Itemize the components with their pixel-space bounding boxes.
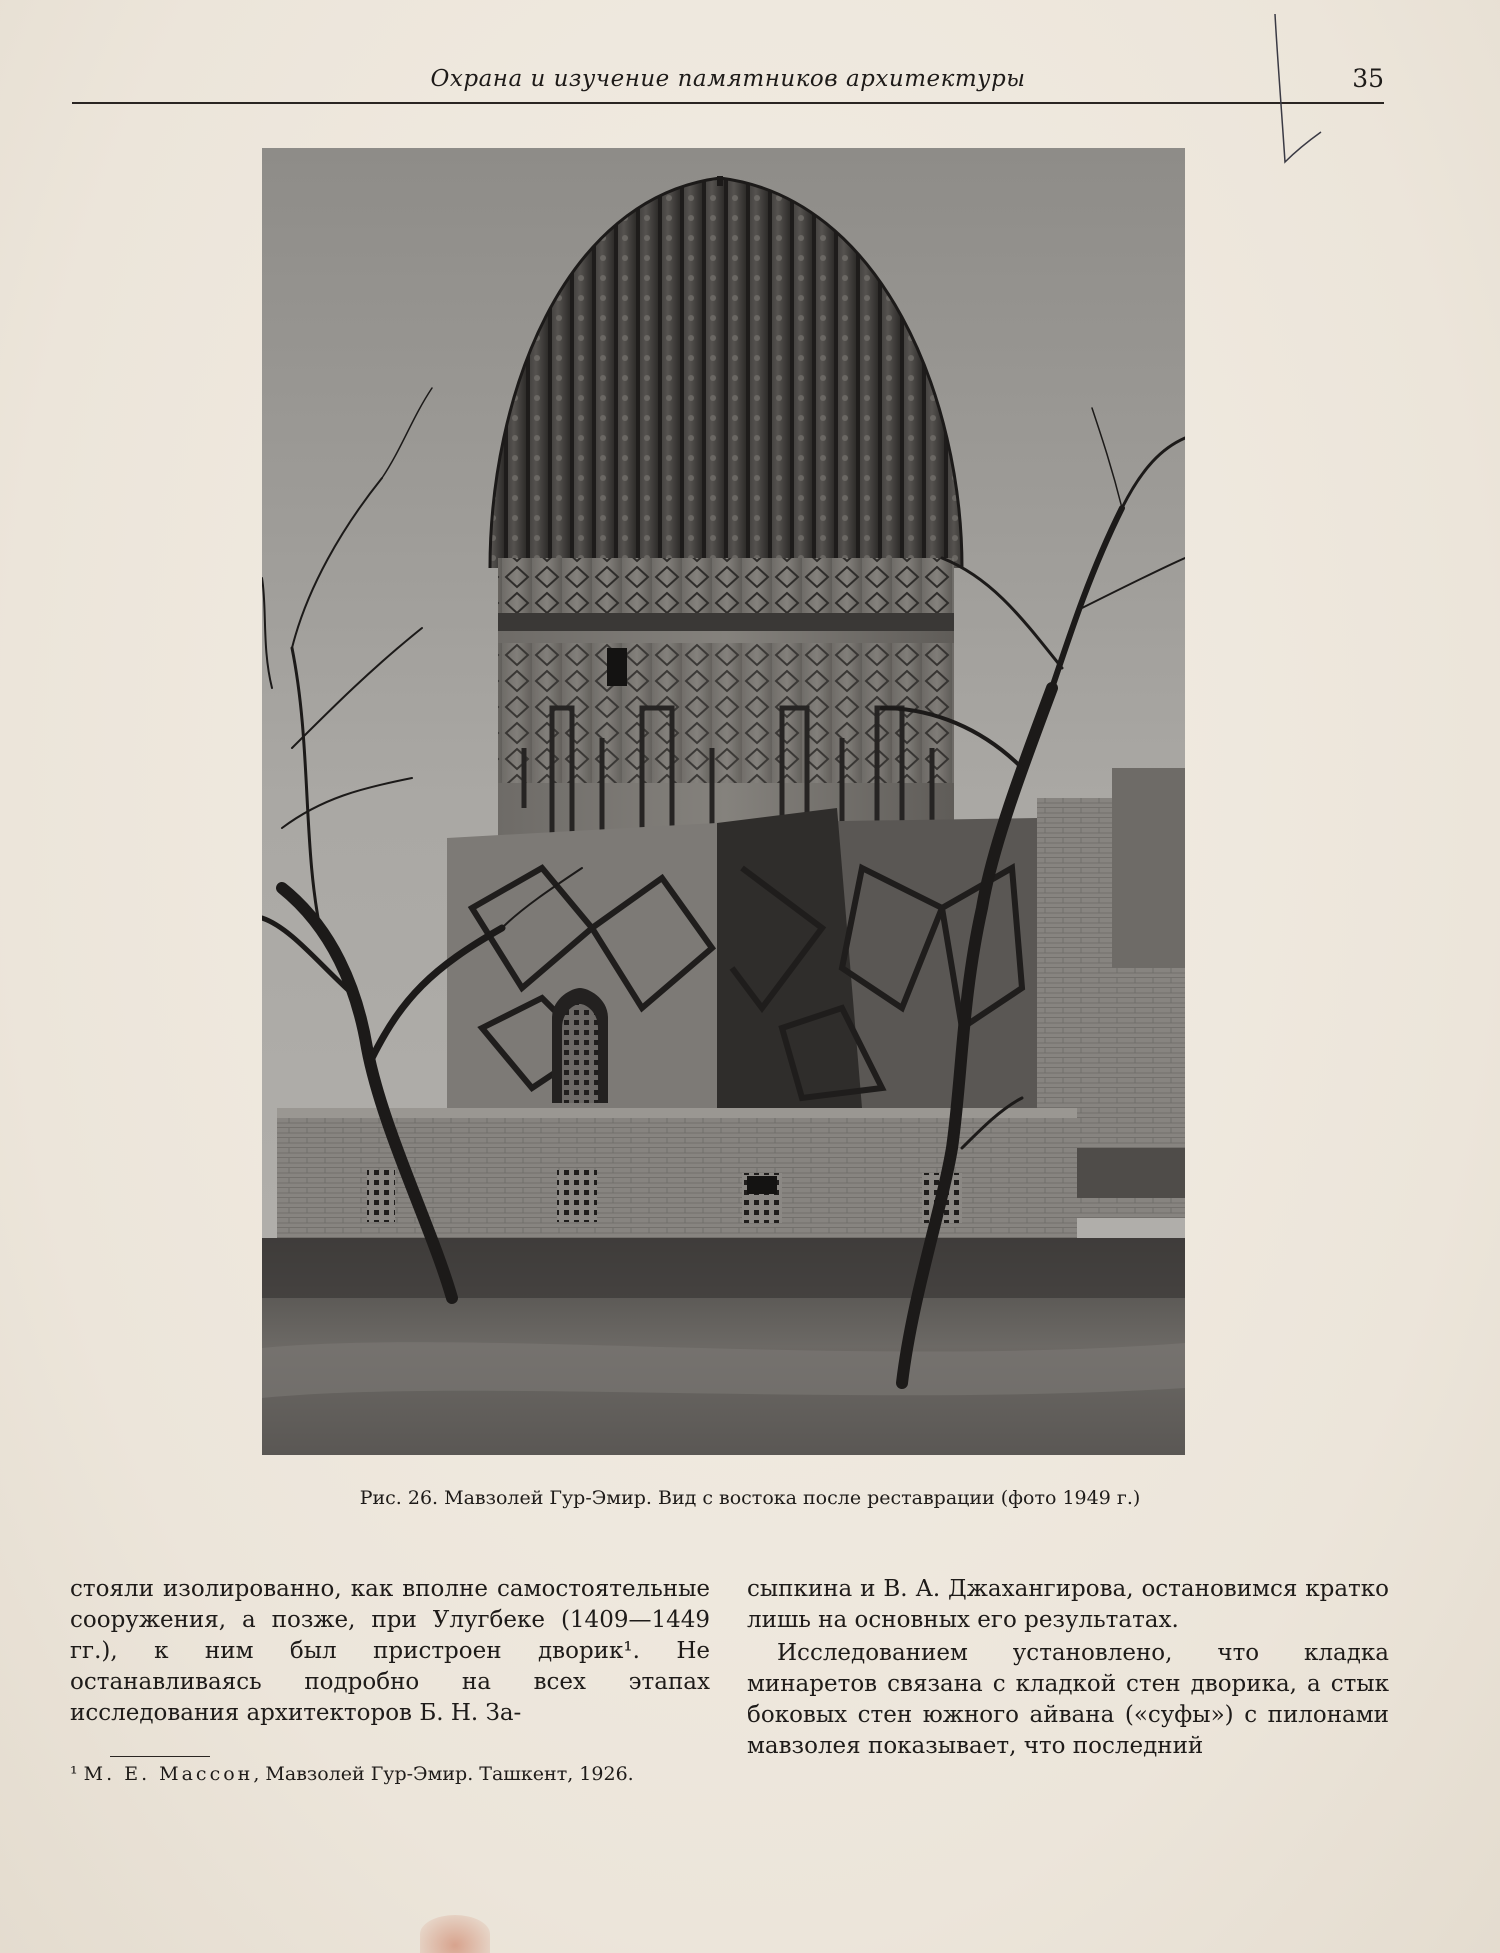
figure-caption: Рис. 26. Мавзолей Гур-Эмир. Вид с востока после реставрации (фото 1949 г.) — [359, 1487, 1141, 1509]
pencil-mark-icon — [1255, 12, 1325, 182]
body-column-left — [70, 1574, 710, 1729]
mausoleum-photo — [262, 148, 1185, 1455]
body-paragraph: Исследованием установлено, что кладка минаретов связана с кладкой стен дворика, а стык боковых стен южного айвана («суфы») с пилонами мавзолея показывает, что последний — [747, 1640, 1389, 1759]
footnote-author: М. Е. Массон — [83, 1763, 254, 1785]
footnote-reference: , Мавзолей Гур-Эмир. Ташкент, 1926. — [253, 1763, 634, 1785]
page-number: 35 — [1352, 64, 1384, 93]
body-column-right — [747, 1574, 1389, 1762]
running-head — [72, 62, 1384, 104]
gur-emir-illustration — [262, 148, 1185, 1455]
running-title: Охрана и изучение памятников архитектуры — [430, 66, 1026, 92]
footnote-marker: ¹ — [70, 1763, 78, 1785]
body-paragraph: стояли изолированно, как вполне самостоятельные сооружения, а позже, при Улугбеке (1409—1449 гг.), к ним был пристроен дворик¹. Не останавливаясь подробно на всех этапах исследования архитекторов Б. Н. За- — [70, 1576, 710, 1726]
footnote — [70, 1763, 710, 1785]
footnote-rule — [110, 1756, 210, 1757]
body-paragraph-continued: сыпкина и В. А. Джахангирова, остановимся кратко лишь на основных его результатах. — [747, 1576, 1389, 1633]
paper-stain — [420, 1915, 490, 1953]
